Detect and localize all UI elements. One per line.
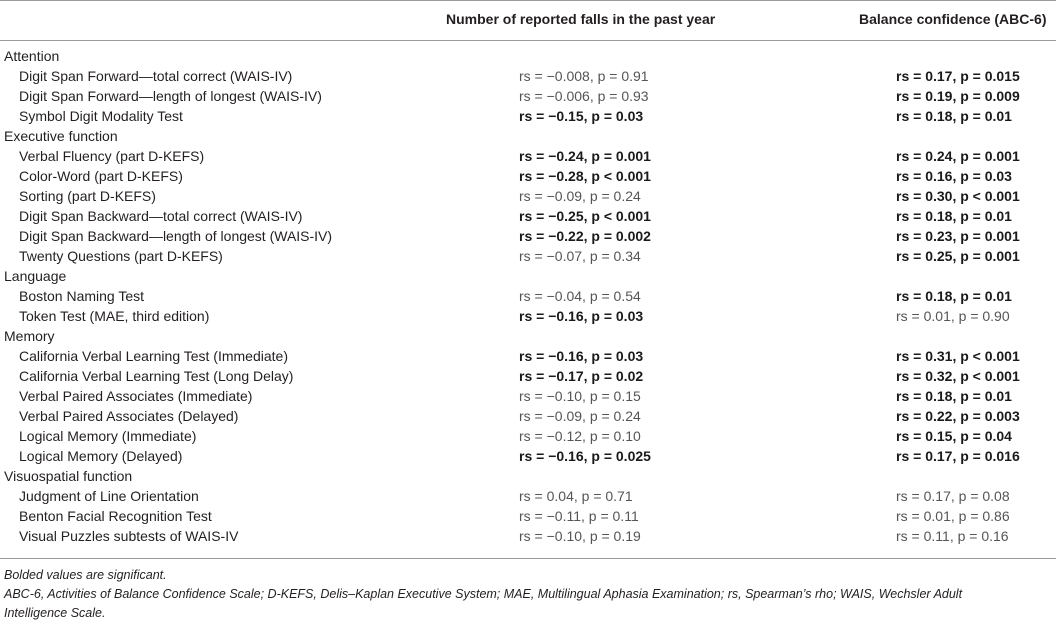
table-row [0,346,1056,366]
test-name: Digit Span Forward—length of longest (WAIS-IV) [19,88,322,104]
falls-correlation: rs = 0.04, p = 0.71 [519,488,633,504]
header-falls: Number of reported falls in the past year [446,11,716,27]
section-row [0,126,1056,146]
table-row [0,246,1056,266]
test-name: Boston Naming Test [19,288,145,304]
table-bottom-rule [0,558,1056,559]
test-name: Token Test (MAE, third edition) [19,308,210,324]
table-row [0,366,1056,386]
test-name: Color-Word (part D-KEFS) [19,168,183,184]
balance-correlation: rs = 0.15, p = 0.04 [896,428,1012,444]
test-name: Digit Span Forward—total correct (WAIS-IV) [19,68,293,84]
balance-correlation: rs = 0.32, p < 0.001 [896,368,1020,384]
test-name: California Verbal Learning Test (Long Delay) [19,368,294,384]
balance-correlation: rs = 0.31, p < 0.001 [896,348,1020,364]
falls-correlation: rs = −0.10, p = 0.15 [519,388,641,404]
falls-correlation: rs = −0.16, p = 0.03 [519,308,644,324]
falls-correlation: rs = −0.11, p = 0.11 [519,508,639,524]
table-top-rule [0,0,1056,1]
falls-correlation: rs = −0.09, p = 0.24 [519,188,641,204]
balance-correlation: rs = 0.17, p = 0.015 [896,68,1020,84]
test-name: Sorting (part D-KEFS) [19,188,156,204]
falls-correlation: rs = −0.008, p = 0.91 [519,68,649,84]
balance-correlation: rs = 0.16, p = 0.03 [896,168,1012,184]
table-row [0,286,1056,306]
table-row [0,426,1056,446]
section-heading: Memory [4,328,55,344]
balance-correlation: rs = 0.22, p = 0.003 [896,408,1020,424]
footnote-bold: Bolded values are significant. [4,568,167,582]
section-heading: Executive function [4,128,118,144]
balance-correlation: rs = 0.17, p = 0.016 [896,448,1020,464]
falls-correlation: rs = −0.17, p = 0.02 [519,368,644,384]
test-name: Verbal Fluency (part D-KEFS) [19,148,205,164]
balance-correlation: rs = 0.24, p = 0.001 [896,148,1020,164]
section-row [0,326,1056,346]
falls-correlation: rs = −0.28, p < 0.001 [519,168,651,184]
falls-correlation: rs = −0.22, p = 0.002 [519,228,651,244]
table-row [0,86,1056,106]
table-row [0,526,1056,546]
falls-correlation: rs = −0.09, p = 0.24 [519,408,641,424]
table-row [0,206,1056,226]
balance-correlation: rs = 0.18, p = 0.01 [896,208,1012,224]
falls-correlation: rs = −0.16, p = 0.025 [519,448,651,464]
table-row [0,146,1056,166]
test-name: Twenty Questions (part D-KEFS) [19,248,223,264]
test-name: Judgment of Line Orientation [19,488,199,504]
test-name: Logical Memory (Immediate) [19,428,197,444]
test-name: Symbol Digit Modality Test [19,108,183,124]
table-row [0,166,1056,186]
balance-correlation: rs = 0.18, p = 0.01 [896,388,1012,404]
section-heading: Language [4,268,67,284]
balance-correlation: rs = 0.01, p = 0.90 [896,308,1010,324]
footnote-abbreviations-1: ABC-6, Activities of Balance Confidence Scale; D-KEFS, Delis–Kaplan Executive System; MAE, Multilingual Aphasia Examination; rs, Spearman’s rho; WAIS, Wechsler Adult [4,587,963,601]
falls-correlation: rs = −0.16, p = 0.03 [519,348,644,364]
falls-correlation: rs = −0.10, p = 0.19 [519,528,641,544]
balance-correlation: rs = 0.23, p = 0.001 [896,228,1020,244]
balance-correlation: rs = 0.30, p < 0.001 [896,188,1020,204]
table-row [0,506,1056,526]
table-row [0,186,1056,206]
section-heading: Attention [4,48,60,64]
table-footnotes [4,566,1044,623]
balance-correlation: rs = 0.18, p = 0.01 [896,108,1012,124]
balance-correlation: rs = 0.25, p = 0.001 [896,248,1020,264]
falls-correlation: rs = −0.04, p = 0.54 [519,288,641,304]
balance-correlation: rs = 0.01, p = 0.86 [896,508,1010,524]
table-row [0,106,1056,126]
test-name: Logical Memory (Delayed) [19,448,183,464]
table-row [0,66,1056,86]
test-name: California Verbal Learning Test (Immediate) [19,348,288,364]
balance-correlation: rs = 0.17, p = 0.08 [896,488,1010,504]
falls-correlation: rs = −0.24, p = 0.001 [519,148,651,164]
table-body [0,46,1056,546]
falls-correlation: rs = −0.15, p = 0.03 [519,108,644,124]
balance-correlation: rs = 0.19, p = 0.009 [896,88,1020,104]
balance-correlation: rs = 0.18, p = 0.01 [896,288,1012,304]
table-row [0,406,1056,426]
test-name: Verbal Paired Associates (Delayed) [19,408,239,424]
test-name: Verbal Paired Associates (Immediate) [19,388,253,404]
balance-correlation: rs = 0.11, p = 0.16 [896,528,1009,544]
section-row [0,46,1056,66]
falls-correlation: rs = −0.006, p = 0.93 [519,88,649,104]
table-row [0,226,1056,246]
section-row [0,266,1056,286]
falls-correlation: rs = −0.07, p = 0.34 [519,248,641,264]
table-row [0,386,1056,406]
test-name: Digit Span Backward—length of longest (WAIS-IV) [19,228,333,244]
footnote-abbreviations-2: Intelligence Scale. [4,606,106,620]
falls-correlation: rs = −0.12, p = 0.10 [519,428,641,444]
header-balance-confidence: Balance confidence (ABC-6) [859,11,1047,27]
section-row [0,466,1056,486]
header-rule [0,40,1056,41]
section-heading: Visuospatial function [4,468,133,484]
table-row [0,306,1056,326]
table-row [0,486,1056,506]
test-name: Benton Facial Recognition Test [19,508,212,524]
test-name: Digit Span Backward—total correct (WAIS-IV) [19,208,303,224]
falls-correlation: rs = −0.25, p < 0.001 [519,208,651,224]
test-name: Visual Puzzles subtests of WAIS-IV [19,528,239,544]
table-row [0,446,1056,466]
